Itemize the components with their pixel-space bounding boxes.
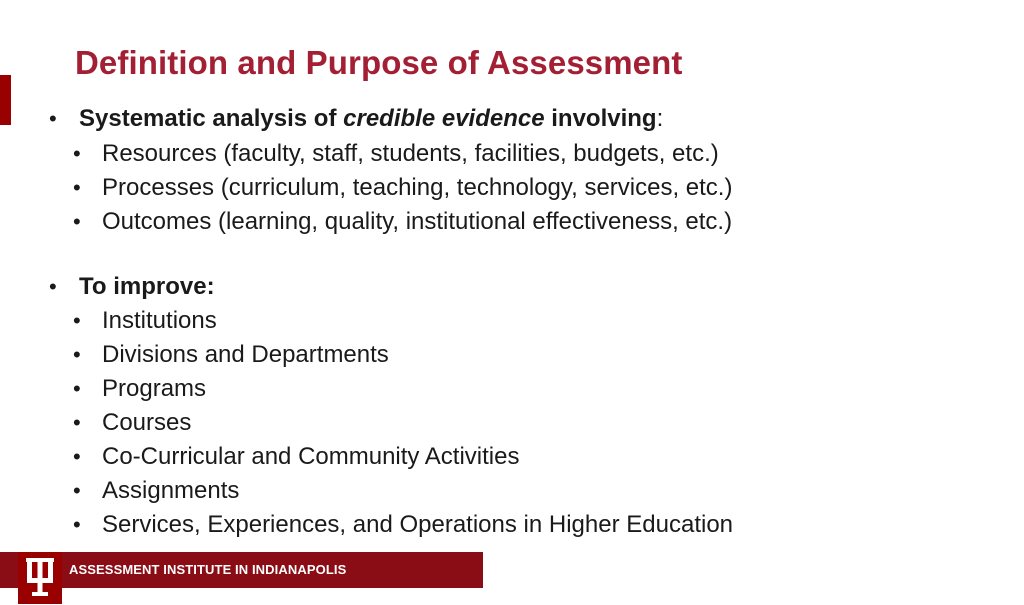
lead-colon: :: [656, 105, 664, 132]
iu-trident-icon: [18, 552, 62, 604]
list-item: Outcomes (learning, quality, institutional effectiveness, etc.): [102, 208, 733, 235]
list-item: Resources (faculty, staff, students, facilities, budgets, etc.): [102, 140, 719, 167]
bullet-icon: •: [49, 106, 57, 131]
bullet-icon: •: [73, 175, 81, 200]
list-item: Institutions: [102, 307, 217, 334]
lead-prefix: Systematic analysis of: [79, 105, 344, 132]
list-item: Services, Experiences, and Operations in Higher Education: [102, 511, 734, 538]
list-item: Co-Curricular and Community Activities: [102, 443, 520, 470]
bullet-icon: •: [73, 376, 81, 401]
bullet-icon: •: [49, 274, 57, 299]
list-item: Processes (curriculum, teaching, technology, services, etc.): [102, 174, 733, 201]
bullet-icon: •: [73, 141, 81, 166]
lead-suffix: involving: [544, 105, 657, 132]
list-item: Courses: [102, 409, 192, 436]
section1-lead: [79, 104, 663, 134]
lead-emphasis: credible evidence: [343, 105, 545, 132]
bullet-icon: •: [73, 308, 81, 333]
bullet-icon: •: [73, 209, 81, 234]
slide-title: Definition and Purpose of Assessment: [75, 44, 683, 81]
bullet-icon: •: [73, 512, 81, 537]
bullet-icon: •: [73, 444, 81, 469]
bullet-icon: •: [73, 478, 81, 503]
list-item: Divisions and Departments: [102, 341, 389, 368]
bullet-icon: •: [73, 410, 81, 435]
section2-lead: To improve:: [79, 273, 215, 300]
bullet-icon: •: [73, 342, 81, 367]
list-item: Programs: [102, 375, 207, 402]
footer-text: ASSESSMENT INSTITUTE IN INDIANAPOLIS: [69, 562, 347, 577]
list-item: Assignments: [102, 477, 240, 504]
